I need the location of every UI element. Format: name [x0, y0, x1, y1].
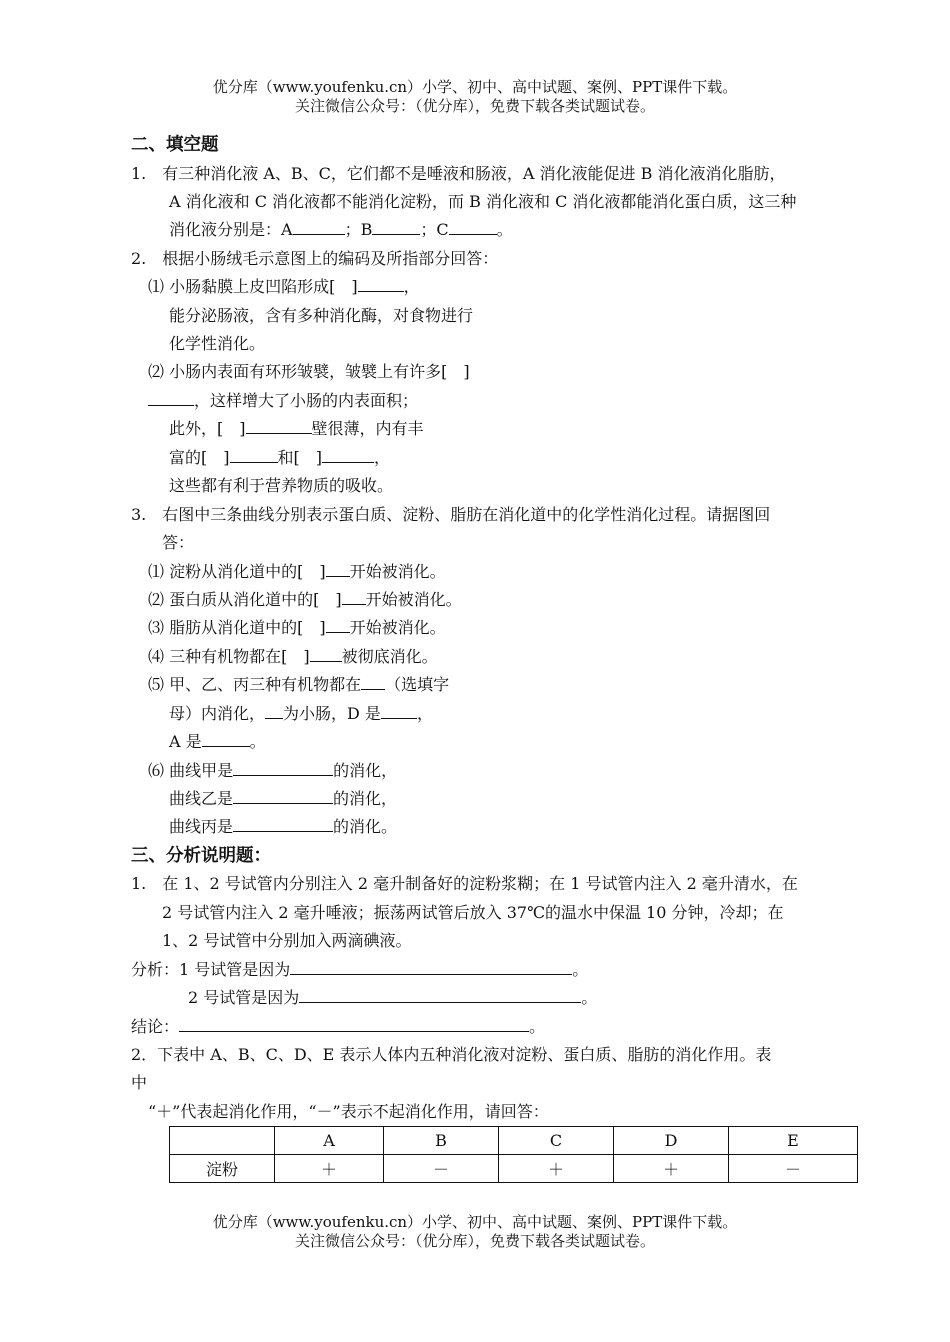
analysis-2-label: 2 号试管是因为	[188, 988, 300, 1007]
table-header-cell: C	[499, 1127, 614, 1155]
analysis-line-2	[188, 987, 597, 1009]
q3-line-2: 答：	[162, 533, 195, 552]
table-cell: ＋	[499, 1155, 614, 1183]
answer-blank[interactable]	[322, 447, 374, 463]
analysis-line-1	[131, 959, 588, 981]
q3-s5-text-2: （选填字	[385, 675, 450, 694]
q3-s5c-text: 母）内消化，	[169, 704, 266, 723]
q3-s6f-text: 的消化。	[333, 817, 398, 836]
q1-end: 。	[496, 220, 513, 239]
conclusion-line	[131, 1016, 545, 1038]
s3-q2-line-1: 2．下表中 A、B、C、D、E 表示人体内五种消化液对淀粉、蛋白质、脂肪的消化作用。表	[131, 1045, 772, 1064]
answer-blank[interactable]	[233, 760, 333, 776]
q3-s6d-text: 的消化，	[333, 789, 398, 808]
s3-q1-line-2: 2 号试管内注入 2 毫升唾液；振荡两试管后放入 37℃的温水中保温 10 分钟，冷却；在	[162, 903, 784, 922]
table-cell: －	[729, 1155, 858, 1183]
q1-line-3	[169, 219, 513, 241]
q2-s2d-comma: ，	[374, 448, 391, 467]
table-header-cell: A	[275, 1127, 384, 1155]
answer-blank[interactable]	[233, 788, 333, 804]
q2-sub-2-line-2	[148, 390, 418, 412]
answer-blank[interactable]	[148, 390, 194, 406]
s3-q2-line-3: “＋”代表起消化作用，“－”表示不起消化作用，请回答：	[148, 1102, 549, 1121]
answer-blank[interactable]	[246, 418, 312, 434]
header-line-2: 关注微信公众号：（优分库），免费下载各类试题试卷。	[294, 97, 655, 115]
s3-q1-line-1: 1. 在 1、2 号试管内分别注入 2 毫升制备好的淀粉浆糊；在 1 号试管内注入 2 毫升清水，在	[131, 874, 798, 893]
q2-s2c-text: 此外，[ ]	[169, 419, 246, 438]
answer-blank-b[interactable]	[372, 219, 420, 235]
table-header-cell: E	[729, 1127, 858, 1155]
answer-blank[interactable]	[179, 1016, 529, 1032]
q3-s5f-text: A 是	[169, 732, 202, 751]
q2-s2d-text: 富的[ ]	[169, 448, 230, 467]
conclusion-end: 。	[529, 1017, 546, 1036]
answer-blank[interactable]	[202, 731, 250, 747]
answer-blank[interactable]	[326, 561, 350, 577]
table-header-cell	[170, 1127, 275, 1155]
answer-blank[interactable]	[265, 703, 283, 719]
q3-s1-text-2: 开始被消化。	[349, 562, 446, 581]
answer-blank[interactable]	[299, 987, 581, 1003]
conclusion-label: 结论：	[131, 1017, 180, 1036]
table-row	[170, 1155, 858, 1183]
answer-blank[interactable]	[358, 276, 404, 292]
answer-blank[interactable]	[310, 646, 342, 662]
answer-blank[interactable]	[230, 447, 278, 463]
table-cell: ＋	[275, 1155, 384, 1183]
q3-s2-text-2: 开始被消化。	[365, 590, 462, 609]
q3-sub-6-line-3	[169, 816, 397, 838]
q3-sub-5-line-2	[169, 703, 433, 725]
q3-s4-text-2: 被彻底消化。	[341, 647, 438, 666]
table-cell: 淀粉	[170, 1155, 275, 1183]
q1-sep-c: ；C	[420, 220, 449, 239]
answer-blank[interactable]	[233, 816, 333, 832]
q3-sub-6	[148, 760, 397, 782]
q3-s5e-comma: ，	[416, 704, 433, 723]
q3-sub-6-line-2	[169, 788, 397, 810]
q3-s6a-text: ⑹ 曲线甲是	[148, 761, 234, 780]
q3-s6e-text: 曲线丙是	[169, 817, 234, 836]
q3-line-1: 3. 右图中三条曲线分别表示蛋白质、淀粉、脂肪在消化道中的化学性消化过程。请据图回	[131, 505, 771, 524]
q3-s1-text: ⑴ 淀粉从消化道中的[ ]	[148, 562, 326, 581]
section-2-title: 二、填空题	[131, 135, 219, 155]
footer-line-1: 优分库（www.youfenku.cn）小学、初中、高中试题、案例、PPT课件下载。	[212, 1213, 738, 1231]
section-3-title: 三、分析说明题：	[131, 846, 271, 866]
q2-sub-2-line-3	[169, 418, 424, 440]
q2-s2c-text-2: 壁很薄，内有丰	[311, 419, 424, 438]
q2-sub-1	[148, 276, 420, 298]
q2-sub-2: ⑵ 小肠内表面有环形皱襞，皱襞上有许多[ ]	[148, 362, 470, 381]
answer-blank[interactable]	[361, 674, 385, 690]
q3-s5g-end: 。	[249, 732, 266, 751]
table-header-cell: B	[384, 1127, 499, 1155]
q2-line-1: 2. 根据小肠绒毛示意图上的编码及所指部分回答：	[131, 249, 499, 268]
header-line-1: 优分库（www.youfenku.cn）小学、初中、高中试题、案例、PPT课件下载。	[212, 78, 738, 96]
table-cell: ＋	[614, 1155, 729, 1183]
q2-s1-comma: ，	[403, 277, 420, 296]
s3-q1-line-3: 1、2 号试管中分别加入两滴碘液。	[162, 931, 412, 950]
q2-sub-1-line-3: 化学性消化。	[169, 334, 266, 353]
q3-s5-text: ⑸ 甲、乙、丙三种有机物都在	[148, 675, 362, 694]
q3-s3-text: ⑶ 脂肪从消化道中的[ ]	[148, 618, 326, 637]
answer-blank[interactable]	[342, 589, 366, 605]
q1-line-1: 1. 有三种消化液 A、B、C，它们都不是唾液和肠液，A 消化液能促进 B 消化液消化脂肪，	[131, 164, 786, 183]
q1-sep-b: ；B	[344, 220, 373, 239]
s3-q2-line-2: 中	[131, 1073, 148, 1092]
q2-s2-text: ，这样增大了小肠的内表面积；	[194, 391, 419, 410]
q3-sub-3	[148, 617, 446, 639]
answer-blank-c[interactable]	[449, 219, 497, 235]
table-header-row	[170, 1127, 858, 1155]
analysis-1-label: 分析：1 号试管是因为	[131, 960, 291, 979]
q1-prompt: 消化液分别是：A	[169, 220, 293, 239]
table-cell: －	[384, 1155, 499, 1183]
digestion-table	[169, 1126, 858, 1183]
page-footer	[0, 1213, 950, 1251]
q3-sub-5	[148, 674, 449, 696]
answer-blank-a[interactable]	[293, 219, 345, 235]
q3-s3-text-2: 开始被消化。	[349, 618, 446, 637]
q3-sub-5-line-3	[169, 731, 266, 753]
q2-s2d-text-2: 和[ ]	[277, 448, 322, 467]
q2-sub-2-line-5: 这些都有利于营养物质的吸收。	[169, 476, 394, 495]
q3-sub-2	[148, 589, 462, 611]
q3-s2-text: ⑵ 蛋白质从消化道中的[ ]	[148, 590, 342, 609]
q2-sub-2-line-4	[169, 447, 390, 469]
q3-s4-text: ⑷ 三种有机物都在[ ]	[148, 647, 310, 666]
answer-blank[interactable]	[290, 959, 572, 975]
q3-s5d-text: 为小肠，D 是	[283, 704, 381, 723]
analysis-2-end: 。	[581, 988, 598, 1007]
page-header	[0, 78, 950, 116]
q3-sub-4	[148, 646, 438, 668]
footer-line-2: 关注微信公众号：（优分库），免费下载各类试题试卷。	[294, 1232, 655, 1250]
q2-sub-1-line-2: 能分泌肠液，含有多种消化酶，对食物进行	[169, 306, 474, 325]
analysis-1-end: 。	[572, 960, 589, 979]
answer-blank[interactable]	[326, 617, 350, 633]
q3-sub-1	[148, 561, 446, 583]
answer-blank[interactable]	[381, 703, 417, 719]
q3-s6b-text: 的消化，	[333, 761, 398, 780]
q1-line-2: A 消化液和 C 消化液都不能消化淀粉，而 B 消化液和 C 消化液都能消化蛋白质，这三种	[169, 192, 797, 211]
q3-s6c-text: 曲线乙是	[169, 789, 234, 808]
table-header-cell: D	[614, 1127, 729, 1155]
q2-s1-text: ⑴ 小肠黏膜上皮凹陷形成[ ]	[148, 277, 358, 296]
